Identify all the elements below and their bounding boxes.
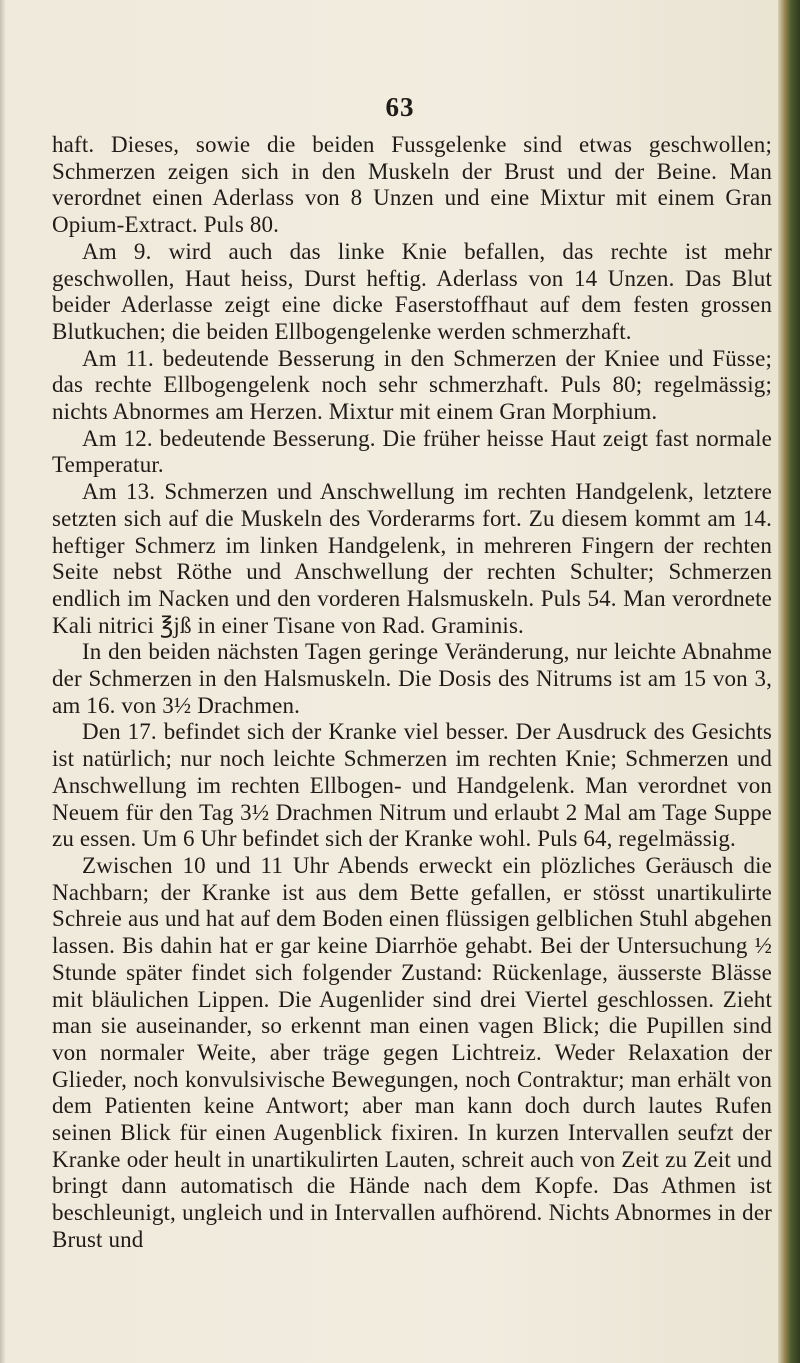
paragraph: Den 17. befindet sich der Kranke viel besser. Der Ausdruck des Gesichts ist natürlich; nur noch leichte Schmerzen im rechten Knie; Schmerzen und Anschwellung im rechten Ellbogen- und Handgelenk. Man verordnet von Neuem für den Tag 3½ Drachmen Nitrum und erlaubt 2 Mal am Tage Suppe zu essen. Um 6 Uhr befindet sich der Kranke wohl. Puls 64, regelmässig. bbox=[52, 719, 772, 852]
paragraph: In den beiden nächsten Tagen geringe Veränderung, nur leichte Abnahme der Schmerzen in den Halsmuskeln. Die Dosis des Nitrums ist am 15 von 3, am 16. von 3½ Drachmen. bbox=[52, 639, 772, 718]
body-text bbox=[52, 132, 772, 1254]
paragraph: Am 13. Schmerzen und Anschwellung im rechten Handgelenk, letztere setzten sich auf die Muskeln des Vorderarms fort. Zu diesem kommt am 14. heftiger Schmerz im linken Handgelenk, in mehreren Fingern der rechten Seite nebst Röthe und Anschwellung der rechten Schulter; Schmerzen endlich im Nacken und den vorderen Halsmuskeln. Puls 54. Man verordnete Kali nitrici ℥jß in einer Tisane von Rad. Graminis. bbox=[52, 479, 772, 638]
paragraph: Am 11. bedeutende Besserung in den Schmerzen der Kniee und Füsse; das rechte Ellbogengelenk noch sehr schmerzhaft. Puls 80; regelmässig; nichts Abnormes am Herzen. Mixtur mit einem Gran Morphium. bbox=[52, 345, 772, 425]
page-edge bbox=[778, 0, 800, 1363]
page-number: 63 bbox=[385, 92, 415, 122]
paragraph: Zwischen 10 und 11 Uhr Abends erweckt ein plözliches Geräusch die Nachbarn; der Kranke ist aus dem Bette gefallen, er stösst unartikulirte Schreie aus und hat auf dem Boden einen flüssigen gelblichen Stuhl abgehen lassen. Bis dahin hat er gar keine Diarrhöe gehabt. Bei der Untersuchung ½ Stunde später findet sich folgender Zustand: Rückenlage, äusserste Blässe mit bläulichen Lippen. Die Augenlider sind drei Viertel geschlossen. Zieht man sie auseinander, so erkennt man einen vagen Blick; die Pupillen sind von normaler Weite, aber träge gegen Lichtreiz. Weder Relaxation der Glieder, noch konvulsivische Bewegungen, noch Contraktur; man erhält von dem Patienten keine Antwort; aber man kann doch durch lautes Rufen seinen Blick für einen Augenblick fixiren. In kurzen Intervallen seufzt der Kranke oder heult in unartikulirten Lauten, schreit auch von Zeit zu Zeit und bringt dann automatisch die Hände nach dem Kopfe. Das Athmen ist beschleunigt, ungleich und in Intervallen aufhörend. Nichts Abnormes in der Brust und bbox=[52, 852, 772, 1252]
paragraph: Am 9. wird auch das linke Knie befallen, das rechte ist mehr geschwollen, Haut heiss, Durst heftig. Aderlass von 14 Unzen. Das Blut beider Aderlasse zeigt eine dicke Faserstoffhaut auf dem festen grossen Blutkuchen; die beiden Ellbogengelenke werden schmerzhaft. bbox=[52, 238, 772, 344]
paragraph: Am 12. bedeutende Besserung. Die früher heisse Haut zeigt fast normale Temperatur. bbox=[52, 425, 772, 478]
page-gutter-shadow bbox=[0, 0, 6, 1363]
paragraph: haft. Dieses, sowie die beiden Fussgelenke sind etwas geschwollen; Schmerzen zeigen sich in den Muskeln der Brust und der Beine. Man verordnet einen Aderlass von 8 Unzen und eine Mixtur mit einem Gran Opium-Extract. Puls 80. bbox=[52, 132, 772, 238]
